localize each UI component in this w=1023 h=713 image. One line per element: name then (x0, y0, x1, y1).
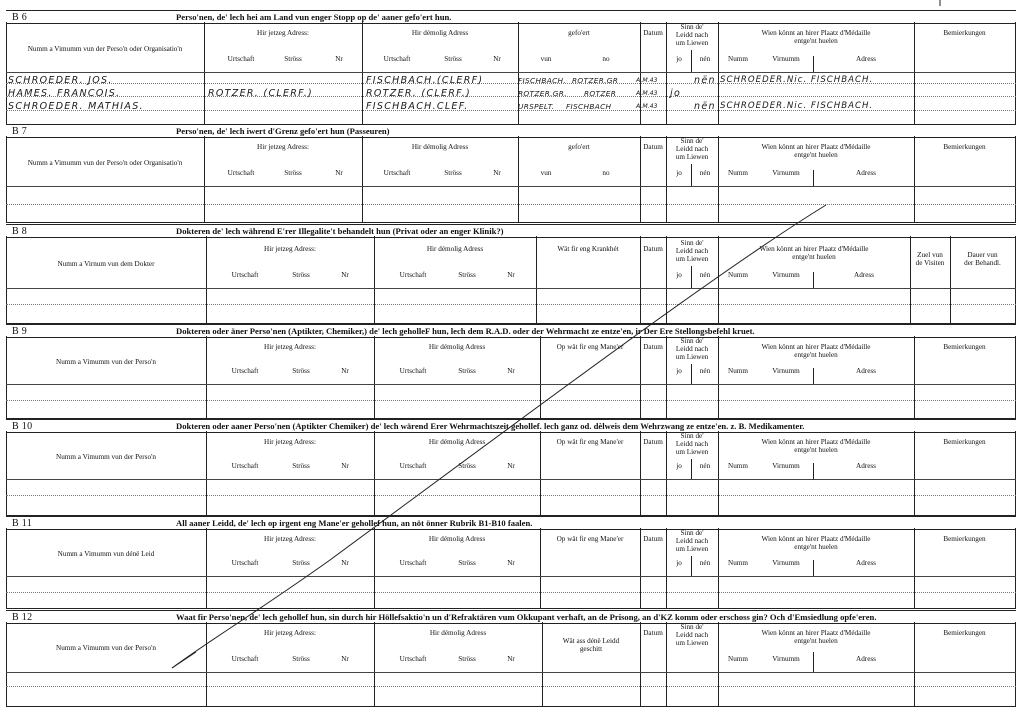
header-medal: Wien könnt an hirer Plaatz d'Médaille (761, 29, 871, 37)
header-datum: Datum (643, 245, 663, 253)
header-datum: Datum (643, 29, 663, 37)
header-alive: Sinn de' (680, 432, 704, 440)
entry-alive: jo (670, 88, 682, 99)
entry-medal: SCHROEDER.Nic. FISCHBACH. (720, 101, 874, 111)
entry-former: FISCHBACH.(CLERF) (366, 75, 484, 86)
col-virnumm: Virnumm (772, 655, 800, 663)
col-stross: Ströss (458, 462, 476, 470)
col-nr: Nr (507, 559, 515, 567)
col-urtschaft: Urtschaft (399, 367, 427, 375)
header-medal: entge'nt huelen (794, 37, 838, 45)
header-remarks: Bemierkungen (943, 143, 986, 151)
header-alive: um Liewen (675, 545, 709, 553)
b6-table (6, 22, 1016, 125)
entry-datum: A.M.43 (636, 77, 658, 84)
header-medal: entge'nt huelen (794, 637, 838, 645)
header-name: Numm a Vimumm vun der Perso'n (56, 644, 156, 652)
header-medal: entge'nt huelen (792, 253, 836, 261)
col-numm: Numm (728, 55, 748, 63)
col-urtschaft: Urtschaft (399, 655, 427, 663)
col-nen: nén (699, 367, 711, 375)
header-medal: entge'nt huelen (794, 543, 838, 551)
header-medal: Wien könnt an hirer Plaatz d'Médaille (761, 535, 871, 543)
col-nen: nén (699, 559, 711, 567)
entry-name: SCHROEDER. JOS. (8, 75, 113, 86)
section-b7 (6, 124, 1016, 222)
header-current-address: Hir jetzeg Adress: (264, 438, 316, 446)
col-jo: jo (676, 271, 682, 279)
header-alive: um Liewen (675, 448, 709, 456)
entry-name: SCHROEDER. MATHIAS. (8, 101, 144, 112)
header-name: Numm a Vimumm vun dénë Leid (57, 550, 155, 558)
header-medal: Wien könnt an hirer Plaatz d'Médaille (761, 438, 871, 446)
col-stross: Ströss (292, 655, 310, 663)
col-urtschaft: Urtschaft (231, 367, 259, 375)
col-numm: Numm (728, 655, 748, 663)
section-b10 (6, 419, 1016, 515)
col-no: no (602, 169, 610, 177)
header-current-address: Hir jetzeg Adress: (257, 29, 309, 37)
col-nr: Nr (335, 55, 343, 63)
section-id: B 11 (12, 518, 32, 529)
col-urtschaft: Urtschaft (231, 462, 259, 470)
col-virnumm: Virnumm (772, 367, 800, 375)
section-b8 (6, 224, 1016, 323)
header-manner: Op wät fir eng Mane'er (556, 438, 624, 446)
header-current-address: Hir jetzeg Adress: (257, 143, 309, 151)
b11-table (6, 528, 1016, 609)
header-alive: um Liewen (675, 255, 709, 263)
col-nr: Nr (507, 462, 515, 470)
header-alive: Leidd nach (675, 440, 709, 448)
header-medal: entge'nt huelen (794, 151, 838, 159)
header-medal: Wien könnt an hirer Plaatz d'Médaille (761, 143, 871, 151)
col-adress: Adress (856, 169, 876, 177)
col-nr: Nr (341, 367, 349, 375)
col-stross: Ströss (458, 655, 476, 663)
header-fate: geschitt (579, 645, 603, 653)
header-visits: de Visiten (915, 259, 945, 267)
entry-former: ROTZER. (CLERF.) (366, 88, 472, 99)
col-virnumm: Virnumm (772, 169, 800, 177)
col-urtschaft: Urtschaft (227, 55, 255, 63)
header-manner: Op wät fir eng Mane'er (556, 535, 624, 543)
header-former-address: Hir démolig Adress (428, 343, 486, 351)
header-current-address: Hir jetzeg Adress: (264, 343, 316, 351)
col-nr: Nr (341, 655, 349, 663)
col-urtschaft: Urtschaft (231, 655, 259, 663)
col-numm: Numm (728, 367, 748, 375)
header-name: Numm a Virnum vun dem Dokter (57, 260, 155, 268)
header-datum: Datum (643, 343, 663, 351)
header-remarks: Bemierkungen (943, 629, 986, 637)
col-adress: Adress (856, 55, 876, 63)
col-virnumm: Virnumm (772, 462, 800, 470)
section-b6 (6, 10, 1016, 124)
header-former-address: Hir démolig Adress (429, 629, 487, 637)
col-urtschaft: Urtschaft (399, 462, 427, 470)
section-id: B 12 (12, 612, 33, 623)
header-medal: entge'nt huelen (794, 446, 838, 454)
col-no: no (602, 55, 610, 63)
header-remarks: Bemierkungen (943, 438, 986, 446)
section-id: B 10 (12, 421, 33, 432)
col-nr: Nr (341, 271, 349, 279)
col-stross: Ströss (284, 55, 302, 63)
section-title: Dokteren de' lech während E'rer Illegalite't behandelt hun (Privat oder an enger Klinik?) (176, 226, 504, 236)
col-nr: Nr (341, 559, 349, 567)
col-virnumm: Virnumm (772, 559, 800, 567)
entry-no: FISCHBACH (566, 102, 612, 111)
header-alive: Leidd nach (675, 31, 709, 39)
entry-no: ROTZER (584, 89, 617, 98)
header-alive: Leidd nach (675, 145, 709, 153)
header-current-address: Hir jetzeg Adress: (264, 245, 316, 253)
col-stross: Ströss (444, 169, 462, 177)
header-former-address: Hir démolig Adress (411, 143, 469, 151)
header-fate: Wät ass dénë Leidd (562, 637, 620, 645)
section-b12 (6, 610, 1016, 706)
entry-medal: SCHROEDER.Nic. FISCHBACH. (720, 75, 874, 85)
col-adress: Adress (856, 367, 876, 375)
entry-name: HAMES. FRANCOIS. (8, 88, 121, 99)
col-numm: Numm (728, 169, 748, 177)
section-title: Perso'nen, de' lech iwert d'Grenz gefo'ert hun (Passeuren) (176, 126, 390, 136)
header-illness: Wät fir eng Krankhét (557, 245, 619, 253)
col-jo: jo (676, 367, 682, 375)
section-id: B 6 (12, 12, 28, 23)
col-stross: Ströss (284, 169, 302, 177)
col-numm: Numm (728, 559, 748, 567)
header-name: Numm a Vimumm vun der Perso'n (56, 358, 156, 366)
col-stross: Ströss (292, 462, 310, 470)
col-urtschaft: Urtschaft (231, 559, 259, 567)
col-nr: Nr (507, 655, 515, 663)
entry-vun: URSPELT. (518, 102, 555, 111)
header-medal: Wien könnt an hirer Plaatz d'Médaille (759, 245, 869, 253)
header-alive: Sinn de' (680, 529, 704, 537)
entry-current: ROTZER. (CLERF.) (208, 88, 314, 99)
col-virnumm: Virnumm (772, 55, 800, 63)
header-remarks: Bemierkungen (943, 535, 986, 543)
section-title: Waat fir Perso'nen, de' lech gehollef hun, sin durch hir Höllefsaktio'n un d'Refraktären vum Okkupant verhaft, an de Prisong, an d'KZ komm oder erschoss gin? Och d'Emsiedlung opfe'eren. (176, 612, 877, 622)
col-jo: jo (676, 55, 682, 63)
col-jo: jo (676, 169, 682, 177)
entry-alive: nën (694, 75, 716, 86)
col-stross: Ströss (458, 271, 476, 279)
col-urtschaft: Urtschaft (399, 559, 427, 567)
header-alive: Leidd nach (675, 247, 709, 255)
header-alive: um Liewen (675, 353, 709, 361)
section-title: Dokteren oder äner Perso'nen (Aptikter, Chemiker,) de' lech geholleF hun, lech dem R.A.D. oder der Wehrmacht ze entze'en, ir Der Ere Stellongsbefehl kruet. (176, 326, 755, 336)
entry-datum: A.M.43 (636, 90, 658, 97)
col-nr: Nr (335, 169, 343, 177)
col-nr: Nr (507, 271, 515, 279)
col-stross: Ströss (292, 559, 310, 567)
header-former-address: Hir démolig Adress (411, 29, 469, 37)
col-jo: jo (676, 462, 682, 470)
col-adress: Adress (856, 559, 876, 567)
col-nr: Nr (493, 169, 501, 177)
col-urtschaft: Urtschaft (383, 169, 411, 177)
header-manner: Op wät fir eng Mane'er (556, 343, 624, 351)
section-title: All aaner Leidd, de' lech op irgent eng Mane'er gehollef hun, an nöt önner Rubrik B1-B10 faalen. (176, 518, 533, 528)
col-adress: Adress (856, 462, 876, 470)
entry-vun: ROTZER.GR. (518, 89, 567, 98)
col-nen: nén (699, 271, 711, 279)
section-id: B 9 (12, 326, 28, 337)
header-alive: um Liewen (675, 39, 709, 47)
col-stross: Ströss (458, 559, 476, 567)
header-alive: Leidd nach (675, 537, 709, 545)
header-datum: Datum (643, 629, 663, 637)
b12-table (6, 622, 1016, 707)
header-remarks: Bemierkungen (943, 29, 986, 37)
header-current-address: Hir jetzeg Adress: (264, 629, 316, 637)
header-name: Numm a Vimumm vun der Perso'n oder Organisatio'n (27, 45, 183, 53)
col-nen: nén (699, 462, 711, 470)
col-stross: Ströss (444, 55, 462, 63)
header-former-address: Hir démolig Adress (428, 438, 486, 446)
col-stross: Ströss (458, 367, 476, 375)
col-virnumm: Virnumm (772, 271, 800, 279)
col-stross: Ströss (292, 271, 310, 279)
col-vun: vun (540, 55, 552, 63)
col-jo: jo (676, 559, 682, 567)
header-alive: Sinn de' (680, 239, 704, 247)
section-title: Perso'nen, de' lech hei am Land vun enger Stopp op de' aaner gefo'ert hun. (176, 12, 452, 22)
col-nen: nén (699, 169, 711, 177)
entry-former: FISCHBACH.CLEF. (366, 101, 469, 112)
header-datum: Datum (643, 535, 663, 543)
b10-table (6, 431, 1016, 516)
header-alive: Sinn de' (680, 623, 704, 631)
section-id: B 8 (12, 226, 28, 237)
header-former-address: Hir démolig Adress (428, 535, 486, 543)
entry-datum: A.M.43 (636, 103, 658, 110)
header-alive: um Liewen (675, 639, 709, 647)
header-current-address: Hir jetzeg Adress: (264, 535, 316, 543)
header-alive: Leidd nach (675, 631, 709, 639)
col-numm: Numm (728, 271, 748, 279)
col-adress: Adress (856, 655, 876, 663)
header-name: Numm a Vimumm vun der Perso'n (56, 453, 156, 461)
header-medal: entge'nt huelen (794, 351, 838, 359)
col-numm: Numm (728, 462, 748, 470)
col-urtschaft: Urtschaft (383, 55, 411, 63)
col-urtschaft: Urtschaft (227, 169, 255, 177)
entry-no: ROTZER.GR (572, 76, 619, 85)
b9-table (6, 336, 1016, 419)
header-visits: Zuel vun (917, 251, 943, 259)
entry-alive: nën (694, 101, 716, 112)
col-nen: nén (699, 55, 711, 63)
col-vun: vun (540, 169, 552, 177)
col-urtschaft: Urtschaft (231, 271, 259, 279)
header-alive: Sinn de' (680, 23, 704, 31)
header-former-address: Hir démolig Adress (426, 245, 484, 253)
header-alive: Sinn de' (680, 137, 704, 145)
b8-table (6, 236, 1016, 324)
header-gefoert: gefo'ert (568, 143, 590, 151)
header-datum: Datum (643, 438, 663, 446)
header-name: Numm a Vimumm vun der Perso'n oder Organisatio'n (27, 159, 183, 167)
b7-table (6, 136, 1016, 223)
header-medal: Wien könnt an hirer Plaatz d'Médaille (761, 343, 871, 351)
col-nr: Nr (341, 462, 349, 470)
section-b11 (6, 516, 1016, 608)
header-gefoert: gefo'ert (568, 29, 590, 37)
col-nr: Nr (507, 367, 515, 375)
section-id: B 7 (12, 126, 28, 137)
header-medal: Wien könnt an hirer Plaatz d'Médaille (761, 629, 871, 637)
col-nr: Nr (493, 55, 501, 63)
col-stross: Ströss (292, 367, 310, 375)
header-duration: der Behandl. (964, 259, 1001, 267)
section-title: Dokteren oder aaner Perso'nen (Aptikter Chemiker) de' lech wärend Erer Wehrmachtszeit gehollef. lech ganz od. dèlweis dem Wehrzwang ze entze'en. z. B. Medikamenter. (176, 421, 805, 431)
col-urtschaft: Urtschaft (399, 271, 427, 279)
header-alive: um Liewen (675, 153, 709, 161)
header-alive: Leidd nach (675, 345, 709, 353)
section-b9 (6, 324, 1016, 418)
header-remarks: Bemierkungen (943, 343, 986, 351)
entry-vun: FISCHBACH. (518, 76, 567, 85)
header-datum: Datum (643, 143, 663, 151)
header-alive: Sinn de' (680, 337, 704, 345)
col-adress: Adress (854, 271, 874, 279)
header-duration: Dauer vun (967, 251, 998, 259)
